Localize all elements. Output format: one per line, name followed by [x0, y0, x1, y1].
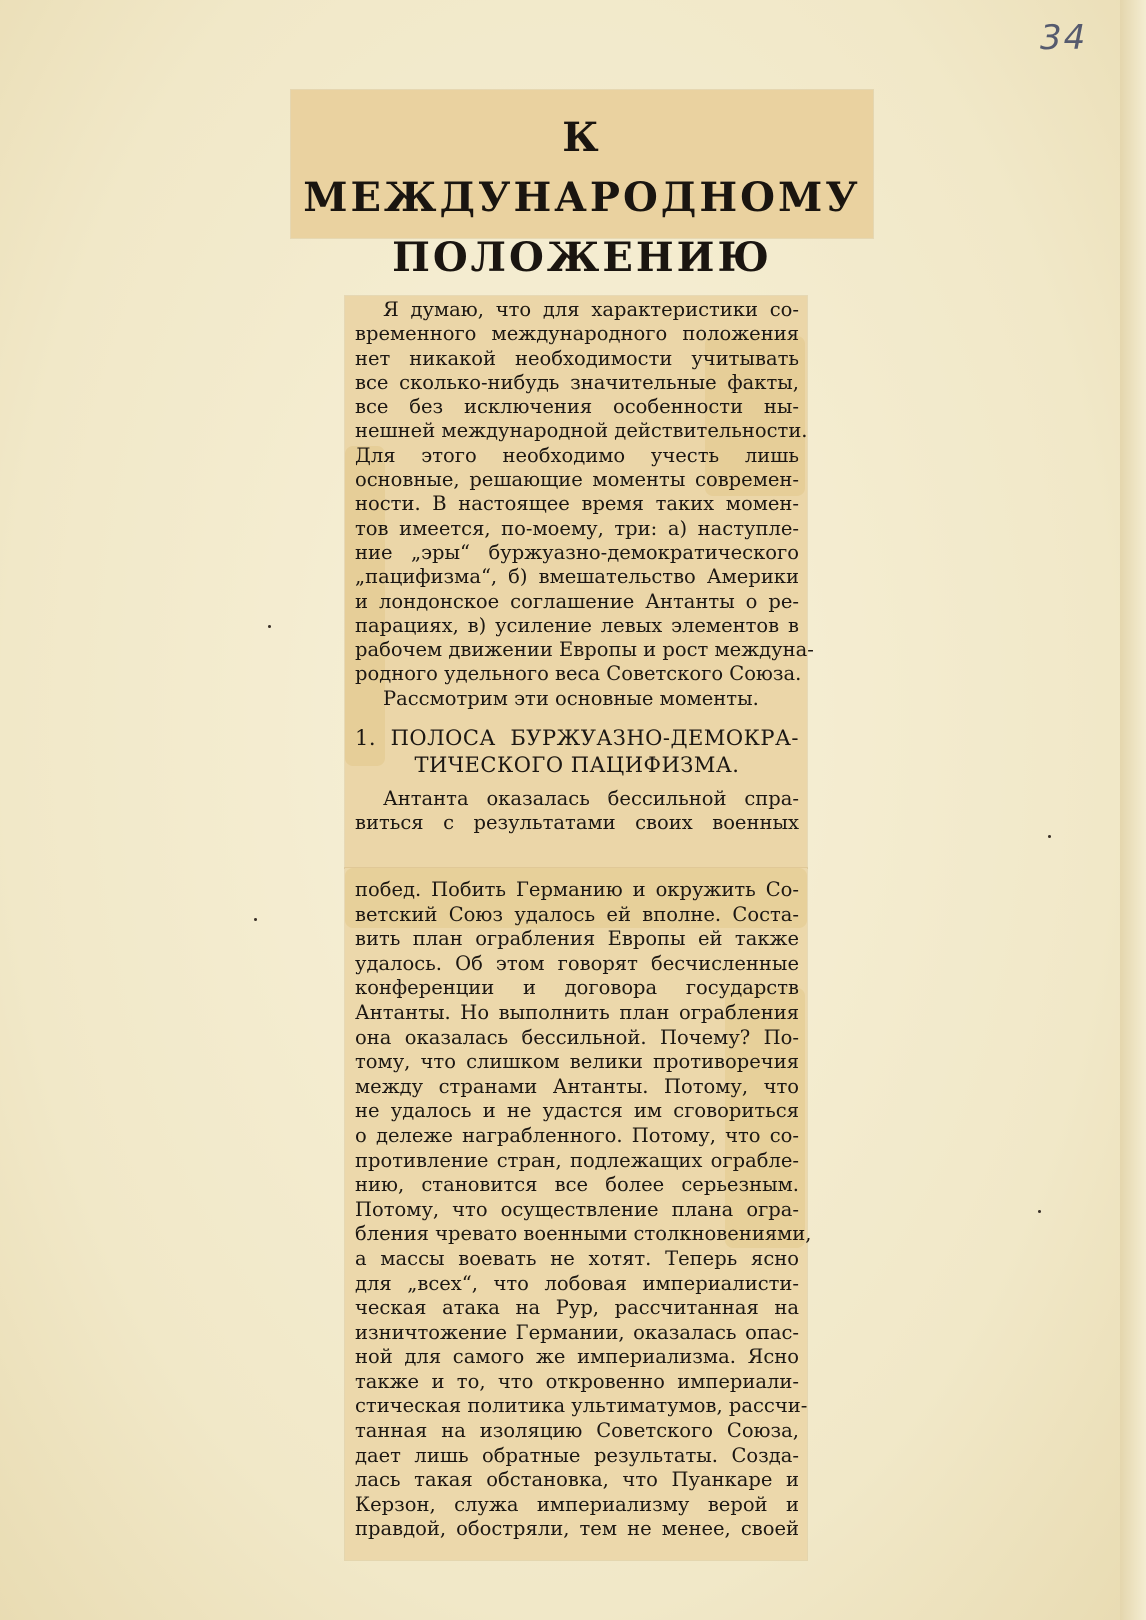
text-line: парациях, в) усиление левых элементов в [355, 613, 799, 637]
intro-paragraph [355, 298, 814, 836]
text-line: Антанта оказалась бессильной спра- [383, 787, 799, 811]
text-line: нешней международной действительности. [355, 419, 808, 443]
article-title-line-1: К МЕЖДУНАРОДНОМУ [303, 114, 861, 221]
text-line: нию, становится все более серьезным. [355, 1173, 799, 1197]
text-line: виться с результатами своих военных [355, 811, 799, 835]
text-line: все сколько-нибудь значительные факты, [355, 370, 799, 394]
title-clipping [291, 90, 873, 281]
text-line: нет никакой необходимости учитывать [355, 346, 799, 370]
text-line: танная на изоляцию Советского Союза, [355, 1419, 799, 1443]
section-paragraph [355, 878, 812, 1542]
text-line: Для этого необходимо учесть лишь [355, 443, 799, 467]
section-heading-line-1: 1. ПОЛОСА БУРЖУАЗНО-ДЕМОКРА- [355, 726, 799, 751]
text-line: побед. Побить Германию и окружить Со- [355, 878, 799, 901]
text-line: конференции и договора государств [355, 976, 799, 1000]
text-line: Керзон, служа империализму верой и [355, 1492, 799, 1516]
paper-speck [1038, 1210, 1041, 1213]
text-line: о дележе награбленного. Потому, что со- [355, 1123, 799, 1147]
text-line: ности. В настоящее время таких момен- [355, 492, 799, 516]
text-line: „пацифизма“, б) вмешательство Америки [355, 565, 799, 589]
text-line: основные, решающие моменты современ- [355, 468, 799, 492]
text-line: тов имеется, по-моему, три: а) наступле- [355, 516, 799, 540]
text-line: между странами Антанты. Потому, что [355, 1074, 799, 1098]
text-line: временного международного положения [355, 322, 799, 346]
text-line: Потому, что осуществление плана огра- [355, 1197, 799, 1221]
page-number: 34 [1040, 18, 1088, 58]
paper-speck [268, 625, 271, 628]
text-line: удалось. Об этом говорят бесчисленные [355, 951, 799, 975]
article-title [291, 108, 873, 288]
text-line: для „всех“, что лобовая империалисти- [355, 1271, 799, 1295]
text-line: она оказалась бессильной. Почему? По- [355, 1025, 799, 1049]
text-line: рабочем движении Европы и рост междуна- [355, 638, 814, 662]
text-line: Я думаю, что для характеристики со- [383, 298, 799, 321]
text-line: родного удельного веса Советского Союза. [355, 662, 802, 686]
text-line: противление стран, подлежащих ограбле- [355, 1148, 799, 1172]
text-line: и лондонское соглашение Антанты о ре- [355, 589, 799, 613]
page-edge [1120, 0, 1146, 1620]
paper-speck [1048, 835, 1051, 838]
text-line: ветский Союз удалось ей вполне. Соста- [355, 902, 799, 926]
text-line: стическая политика ультиматумов, рассчи- [355, 1394, 808, 1418]
text-line: лась такая обстановка, что Пуанкаре и [355, 1468, 799, 1492]
text-line: тому, что слишком велики противоречия [355, 1050, 799, 1074]
text-line: все без исключения особенности ны- [355, 395, 799, 419]
text-line: бления чревато военными столкновениями, [355, 1222, 812, 1246]
text-line: а массы воевать не хотят. Теперь ясно [355, 1246, 799, 1270]
text-line: Антанты. Но выполнить план ограбления [355, 1000, 799, 1024]
section-heading-line-2: ТИЧЕСКОГО ПАЦИФИЗМА. [414, 753, 740, 778]
text-line: изничтожение Германии, оказалась опас- [355, 1320, 799, 1344]
text-line: не удалось и не удастся им сговориться [355, 1099, 799, 1123]
body-clipping-1 [345, 296, 814, 868]
text-line: ческая атака на Рур, рассчитанная на [355, 1296, 799, 1320]
article-title-line-2: ПОЛОЖЕНИЮ [392, 234, 772, 281]
text-line: Рассмотрим эти основные моменты. [383, 686, 759, 710]
text-line: правдой, обостряли, тем не менее, своей [355, 1517, 799, 1541]
paper-speck [254, 918, 257, 921]
body-clipping-2 [345, 868, 812, 1560]
text-line: вить план ограбления Европы ей также [355, 927, 799, 951]
text-line: также и то, что откровенно империали- [355, 1369, 799, 1393]
text-line: дает лишь обратные результаты. Созда- [355, 1443, 799, 1467]
text-line: ной для самого же империализма. Ясно [355, 1345, 799, 1369]
text-line: ние „эры“ буржуазно-демократического [355, 540, 799, 564]
